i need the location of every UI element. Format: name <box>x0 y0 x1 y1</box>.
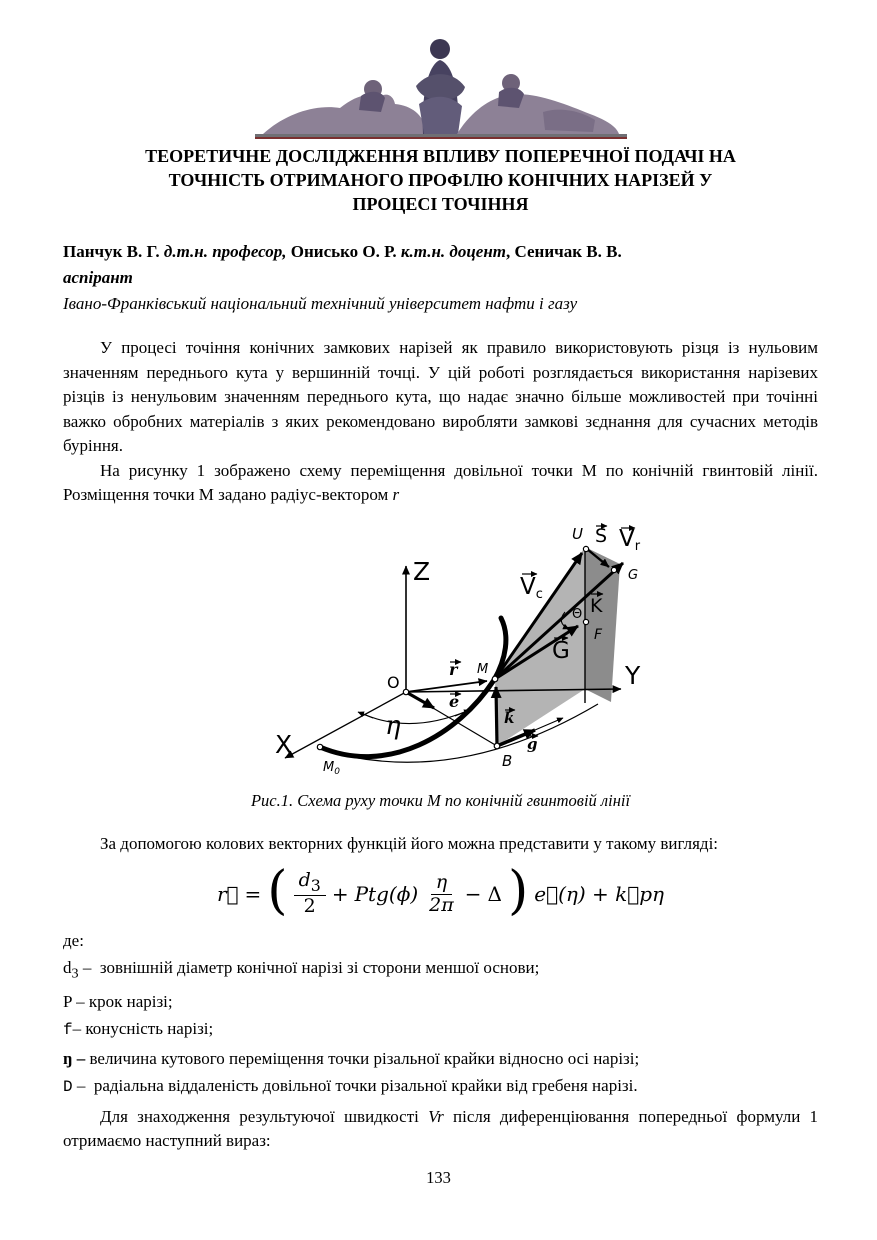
page-number: 133 <box>426 1168 451 1187</box>
paragraph-3: За допомогою колових векторних функцій його можна представити у такому вигляді: <box>100 833 719 853</box>
term-P: P <box>63 991 72 1011</box>
term-d3: d <box>63 958 72 977</box>
definition-f-text: конусність нарізі; <box>85 1019 214 1039</box>
eq-fraction-d3-2 <box>294 868 326 918</box>
page-content <box>0 34 877 1154</box>
dash: – <box>72 1019 82 1039</box>
point-m0-label: $M_0$ <box>323 759 340 777</box>
author-2-degree: к.т.н. доцент <box>400 242 507 261</box>
dash: – <box>82 958 92 977</box>
point-B <box>494 743 500 749</box>
author-1-name: Панчук В. Г. <box>63 242 164 261</box>
author-3-degree: аспірант <box>63 268 133 287</box>
point-F <box>583 619 588 624</box>
figure-1-diagram <box>273 522 683 787</box>
eq-rhs: e⃗(η) + k⃗pη <box>534 882 665 906</box>
eq-fraction-eta-2pi <box>424 870 459 916</box>
dash: – <box>76 1076 86 1096</box>
eq-close-paren: ) <box>507 861 529 921</box>
definition-f <box>63 1015 818 1045</box>
eq-d-sub: 3 <box>310 875 321 895</box>
eq-equals: = <box>244 882 262 906</box>
author-1-degree: д.т.н. професор, <box>163 242 287 261</box>
eq-delta: Δ <box>487 882 502 906</box>
definition-eta <box>63 1045 818 1073</box>
vector-vr-label: Vr <box>619 525 641 554</box>
vector-e <box>406 692 434 708</box>
point-g-label: G <box>628 567 639 583</box>
term-delta: D <box>63 1078 73 1097</box>
title-line-1: ТЕОРЕТИЧНЕ ДОСЛІДЖЕННЯ ВПЛИВУ ПОПЕРЕЧНОЇ ПОДАЧІ НА <box>145 146 736 166</box>
eq-ptg: Ptg(ϕ) <box>354 882 419 906</box>
affiliation: Івано-Франківський національний технічний університет нафти і газу <box>63 294 578 313</box>
dash: – <box>76 991 85 1011</box>
eta-angle-label: η <box>385 710 401 741</box>
definition-d3-text: зовнішній діаметр конічної нарізі зі сторони меншої основи; <box>99 958 540 977</box>
conical-helix-curve <box>320 618 506 757</box>
eq-lhs: r⃗ <box>216 882 239 906</box>
definition-delta-text: радіальна віддаленість довільної точки різальної крайки від гребеня нарізі. <box>93 1076 638 1096</box>
point-O <box>403 689 408 694</box>
origin-label: O <box>387 672 400 692</box>
vector-s-label: S <box>595 524 608 547</box>
eq-minus: − <box>464 882 482 906</box>
definition-P-text: крок нарізі; <box>88 991 173 1011</box>
vr-symbol: Vr <box>428 1106 444 1126</box>
point-M <box>492 676 498 682</box>
point-M0 <box>317 744 322 749</box>
figure-1-caption: Рис.1. Схема руху точки М по конічній гвинтовій лінії <box>250 790 631 810</box>
paragraph-4-post: після диференціювання попередньої формули 1 отримаємо наступний вираз: <box>63 1106 819 1151</box>
eq-2pi: 2π <box>429 893 454 916</box>
axis-x-label: X <box>275 729 293 759</box>
figure-1 <box>273 522 683 787</box>
dash: – <box>76 1048 86 1068</box>
paragraph-1: У процесі точіння конічних замкових нарізей як правило використовують різця із нульовим значенням переднього кута у вершинній точці. У цій роботі розглядається використання нарізевих різців із ненульовим значенням переднього кута, що надає значно більше можливостей при точінні важко обробних матеріалів з яких рекомендовано виробляти замкові зєднання для сучасних методів буріння. <box>63 338 818 455</box>
vector-k-label: k <box>504 708 515 727</box>
vector-r-label: r <box>449 659 458 679</box>
term-f: f <box>63 1021 73 1040</box>
point-G <box>611 567 616 572</box>
term-eta: ŋ <box>63 1048 73 1068</box>
author-2-name: Онисько О. Р. <box>286 242 401 261</box>
point-u-label: U <box>572 524 583 543</box>
paragraph-4-pre: Для знаходження результуючої швидкості <box>100 1106 429 1126</box>
equation-radius-vector <box>63 862 818 926</box>
eta-angle-arc <box>361 711 467 724</box>
vector-g-label: g <box>527 734 538 753</box>
paragraph-2-text: На рисунку 1 зображено схему переміщення довільної точки М по конічній гвинтовій лінії. Розміщення точки М задано радіус-вектором <box>63 460 818 504</box>
definition-eta-text: величина кутового переміщення точки різальної крайки відносно осі нарізі; <box>89 1048 640 1068</box>
point-b-label: B <box>502 751 513 770</box>
definitions-intro: де: <box>63 931 84 950</box>
vector-g-extension <box>535 718 563 730</box>
definition-d3 <box>63 954 818 988</box>
paragraph-4 <box>63 1105 818 1154</box>
point-f-label: F <box>594 626 603 643</box>
title-line-2: ТОЧНІСТЬ ОТРИМАНОГО ПРОФІЛЮ КОНІЧНИХ НАРІЗЕЙ У <box>168 170 713 190</box>
authors-line <box>63 239 818 291</box>
definition-delta <box>63 1072 818 1102</box>
paragraph-2 <box>63 459 818 508</box>
axis-z-label: Z <box>413 556 431 586</box>
paper-title <box>63 144 818 216</box>
vector-k <box>496 687 497 746</box>
eq-den-2: 2 <box>303 895 316 918</box>
axis-y-label: Y <box>625 660 641 690</box>
point-m-label: M <box>477 661 489 677</box>
radius-vector-symbol: r <box>392 485 400 504</box>
author-3-name: , Сеничак В. В. <box>506 242 622 261</box>
vector-e-label: e <box>449 691 460 711</box>
eq-eta: η <box>431 873 452 895</box>
vector-vc-label: Vc <box>520 573 543 602</box>
header-sculpture-image <box>243 34 638 142</box>
term-d3-sub: 3 <box>71 965 79 982</box>
theta-angle-label: Θ <box>572 606 583 622</box>
point-U <box>583 546 588 551</box>
eq-plus: + <box>331 882 349 906</box>
vector-k-cap-label: K <box>590 594 603 617</box>
title-line-3: ПРОЦЕСІ ТОЧІННЯ <box>352 194 529 214</box>
definition-P <box>63 988 818 1016</box>
eq-open-paren: ( <box>267 861 288 921</box>
eq-d: d <box>298 868 311 891</box>
vector-g-cap-label: G <box>552 637 570 664</box>
